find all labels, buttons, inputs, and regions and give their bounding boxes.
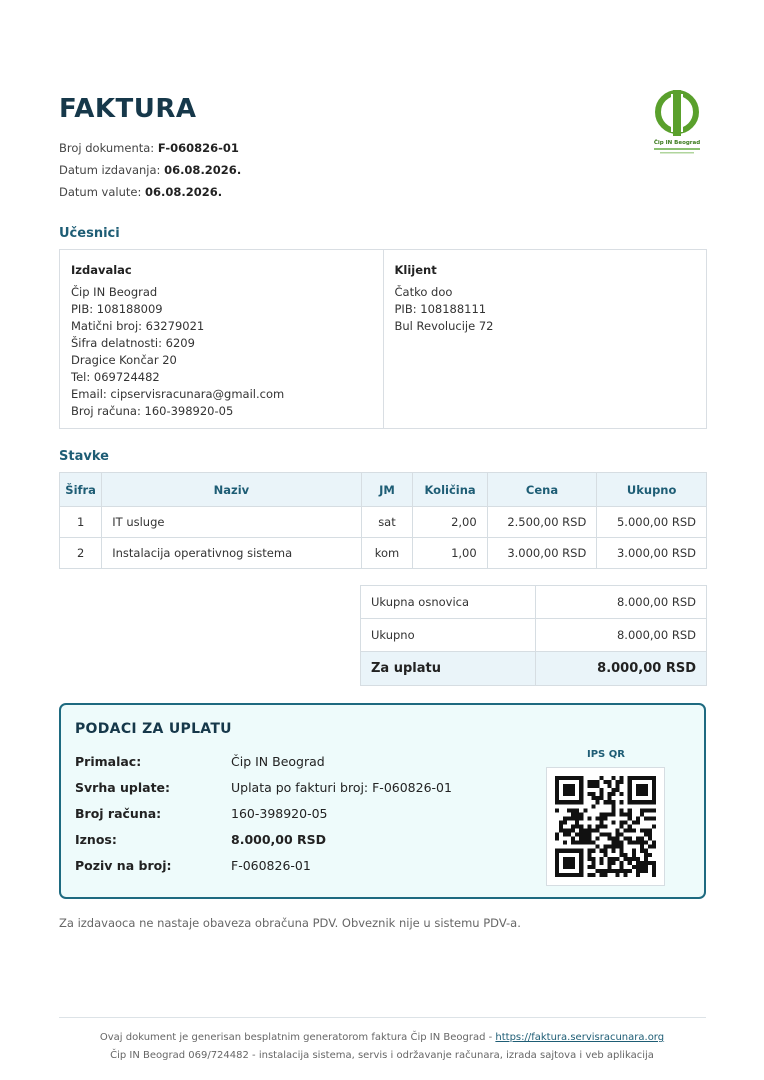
footer-text: Ovaj dokument je generisan besplatnim generatorom faktura Čip IN Beograd - xyxy=(99,1032,496,1043)
col-header-total: Ukupno xyxy=(597,473,707,507)
cell-price: 3.000,00 RSD xyxy=(487,538,597,569)
client-line: PIB: 108188111 xyxy=(394,302,487,316)
totals-table xyxy=(360,585,707,686)
col-header-unit: JM xyxy=(361,473,413,507)
due-date-label: Datum valute: xyxy=(59,185,142,199)
qr-label: IPS QR xyxy=(587,749,625,760)
totals-value: 8.000,00 RSD xyxy=(536,619,707,652)
issuer-line: Šifra delatnosti: 6209 xyxy=(71,336,195,350)
items-title: Stavke xyxy=(59,449,109,464)
footer-line-2: Čip IN Beograd 069/724482 - instalacija sistema, servis i održavanje računara, izrada sajtova i veb aplikacija xyxy=(110,1050,654,1061)
issuer-line: Matični broj: 63279021 xyxy=(71,319,205,333)
payment-label: Poziv na broj: xyxy=(75,858,172,873)
table-row xyxy=(60,507,707,538)
qr-code-frame xyxy=(546,767,665,886)
footer-divider xyxy=(59,1017,706,1018)
vat-note: Za izdavaoca ne nastaje obaveza obračuna PDV. Obveznik nije u sistemu PDV-a. xyxy=(59,916,521,930)
issuer-line: Čip IN Beograd xyxy=(71,285,158,299)
totals-row xyxy=(361,619,707,652)
grand-total-row xyxy=(361,652,707,686)
due-date-value: 06.08.2026. xyxy=(145,185,223,199)
payment-value: Uplata po fakturi broj: F-060826-01 xyxy=(231,780,452,795)
payment-panel xyxy=(59,703,706,899)
totals-label: Ukupna osnovica xyxy=(361,586,536,619)
issuer-line: Email: cipservisracunara@gmail.com xyxy=(71,387,285,401)
cell-code: 1 xyxy=(60,507,102,538)
payment-label: Broj računa: xyxy=(75,806,162,821)
payment-value: 160-398920-05 xyxy=(231,806,328,821)
participants-title: Učesnici xyxy=(59,226,120,241)
cell-unit: kom xyxy=(361,538,413,569)
issue-date-label: Datum izdavanja: xyxy=(59,163,161,177)
cell-total: 3.000,00 RSD xyxy=(597,538,707,569)
cell-quantity: 1,00 xyxy=(413,538,487,569)
issuer-card xyxy=(60,250,383,428)
items-header-row xyxy=(60,473,707,507)
payment-label: Svrha uplate: xyxy=(75,780,171,795)
issuer-line: Tel: 069724482 xyxy=(71,370,160,384)
col-header-quantity: Količina xyxy=(413,473,487,507)
cell-code: 2 xyxy=(60,538,102,569)
doc-number-row xyxy=(59,141,239,155)
table-row xyxy=(60,538,707,569)
issuer-heading: Izdavalac xyxy=(71,263,132,277)
qr-code-icon xyxy=(555,776,656,877)
logo-text: Čip IN Beograd xyxy=(653,140,701,146)
col-header-price: Cena xyxy=(487,473,597,507)
cell-total: 5.000,00 RSD xyxy=(597,507,707,538)
col-header-name: Naziv xyxy=(102,473,361,507)
payment-value: 8.000,00 RSD xyxy=(231,832,327,847)
company-logo-icon xyxy=(646,88,708,158)
cell-name: Instalacija operativnog sistema xyxy=(102,538,361,569)
cell-price: 2.500,00 RSD xyxy=(487,507,597,538)
grand-total-value: 8.000,00 RSD xyxy=(536,652,707,686)
totals-row xyxy=(361,586,707,619)
grand-total-label: Za uplatu xyxy=(361,652,536,686)
client-card xyxy=(383,250,707,428)
payment-title: PODACI ZA UPLATU xyxy=(75,721,232,737)
cell-quantity: 2,00 xyxy=(413,507,487,538)
doc-number-label: Broj dokumenta: xyxy=(59,141,155,155)
client-heading: Klijent xyxy=(394,263,437,277)
issuer-line: Dragice Končar 20 xyxy=(71,353,177,367)
cell-unit: sat xyxy=(361,507,413,538)
col-header-code: Šifra xyxy=(60,473,102,507)
client-line: Bul Revolucije 72 xyxy=(394,319,494,333)
client-line: Čatko doo xyxy=(394,285,453,299)
totals-label: Ukupno xyxy=(361,619,536,652)
totals-value: 8.000,00 RSD xyxy=(536,586,707,619)
issuer-line: Broj računa: 160-398920-05 xyxy=(71,404,234,418)
payment-value: F-060826-01 xyxy=(231,858,311,873)
payment-label: Iznos: xyxy=(75,832,117,847)
due-date-row xyxy=(59,185,222,199)
issue-date-value: 06.08.2026. xyxy=(164,163,242,177)
issue-date-row xyxy=(59,163,241,177)
cell-name: IT usluge xyxy=(102,507,361,538)
payment-value: Čip IN Beograd xyxy=(231,754,325,769)
payment-label: Primalac: xyxy=(75,754,142,769)
document-title: FAKTURA xyxy=(59,94,197,124)
doc-number-value: F-060826-01 xyxy=(157,141,239,155)
participants-box xyxy=(59,249,707,429)
footer-link[interactable]: https://faktura.servisracunara.org xyxy=(495,1032,665,1043)
items-table xyxy=(59,472,707,569)
footer-line-1 xyxy=(0,1032,764,1043)
issuer-line: PIB: 108188009 xyxy=(71,302,163,316)
